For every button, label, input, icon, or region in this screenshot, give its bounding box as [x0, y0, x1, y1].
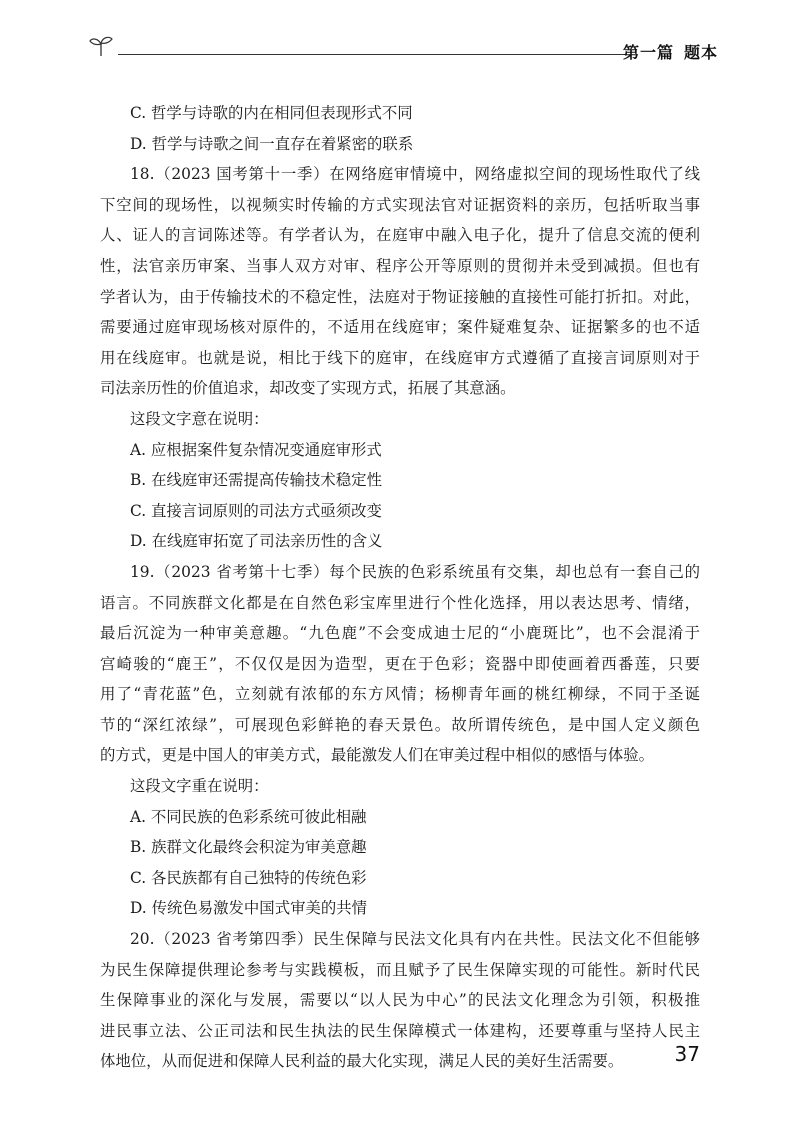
q20-line-5: 体地位，从而促进和保障人民利益的最大化实现，满足人民的美好生活需要。 — [100, 1052, 624, 1071]
page-header — [88, 32, 718, 62]
q18-line-8: 司法亲历性的价值追求，却改变了实现方式，拓展了其意涵。 — [100, 379, 516, 398]
q19-prompt: 这段文字重在说明： — [130, 777, 269, 796]
q19-line-3: 最后沉淀为一种审美意趣。“九色鹿”不会变成迪士尼的“小鹿斑比”，也不会混淆于 — [100, 624, 700, 643]
page-number: 37 — [674, 1042, 700, 1066]
q17-option-c: C. 哲学与诗歌的内在相同但表现形式不同 — [130, 104, 413, 122]
q18-option-a: A. 应根据案件复杂情况变通庭审形式 — [130, 440, 382, 459]
header-chapter: 题本 — [683, 43, 718, 62]
q18-line-2: 下空间的现场性，以视频实时传输的方式实现法官对证据资料的亲历，包括听取当事 — [100, 195, 700, 214]
q18-line-7: 用在线庭审。也就是说，相比于线下的庭审，在线庭审方式遵循了直接言词原则对于 — [100, 348, 700, 367]
q19-option-b: B. 族群文化最终会积淀为审美意趣 — [130, 838, 367, 857]
q18-option-b: B. 在线庭审还需提高传输技术稳定性 — [130, 471, 382, 490]
q19-line-5: 用了“青花蓝”色，立刻就有浓郁的东方风情；杨柳青年画的桃红柳绿，不同于圣诞 — [100, 685, 700, 704]
header-section: 第一篇 — [622, 43, 674, 62]
q19-line-1: 19.（2023 省考第十七季）每个民族的色彩系统虽有交集，却也总有一套自己的 — [130, 562, 700, 581]
q19-line-7: 的方式，更是中国人的审美方式，最能激发人们在审美过程中相似的感悟与体验。 — [100, 746, 655, 765]
q20-line-4: 进民事立法、公正司法和民生执法的民生保障模式一体建构，还要尊重与坚持人民主 — [100, 1021, 700, 1040]
q19-option-d: D. 传统色易激发中国式审美的共情 — [130, 899, 368, 918]
q20-line-3: 生保障事业的深化与发展，需要以“以人民为中心”的民法文化理念为引领，积极推 — [100, 991, 700, 1010]
sprout-icon — [88, 34, 114, 58]
q18-line-6: 需要通过庭审现场核对原件的，不适用在线庭审；案件疑难复杂、证据繁多的也不适 — [100, 318, 700, 337]
q18-option-d: D. 在线庭审拓宽了司法亲历性的含义 — [130, 532, 383, 551]
q20-line-2: 为民生保障提供理论参考与实践模板，而且赋予了民生保障实现的可能性。新时代民 — [100, 960, 700, 979]
q18-prompt: 这段文字意在说明： — [130, 409, 269, 428]
q19-line-6: 节的“深红浓绿”，可展现色彩鲜艳的春天景色。故所谓传统色，是中国人定义颜色 — [100, 715, 700, 734]
page-content — [100, 98, 700, 1077]
q19-option-a: A. 不同民族的色彩系统可彼此相融 — [130, 807, 367, 826]
q18-line-3: 人、证人的言词陈述等。有学者认为，在庭审中融入电子化，提升了信息交流的便利 — [100, 226, 700, 245]
q20-line-1: 20.（2023 省考第四季）民生保障与民法文化具有内在共性。民法文化不但能够 — [130, 930, 700, 949]
q19-option-c: C. 各民族都有自己独特的传统色彩 — [130, 868, 367, 887]
q19-line-4: 宫崎骏的“鹿王”，不仅仅是因为造型，更在于色彩；瓷器中即使画着西番莲，只要 — [100, 654, 700, 673]
q17-option-d: D. 哲学与诗歌之间一直存在着紧密的联系 — [130, 134, 414, 153]
q18-line-4: 性，法官亲历审案、当事人双方对审、程序公开等原则的贯彻并未受到减损。但也有 — [100, 256, 700, 275]
header-title — [623, 40, 718, 63]
q18-line-5: 学者认为，由于传输技术的不稳定性，法庭对于物证接触的直接性可能打折扣。对此， — [100, 287, 700, 306]
q18-option-c: C. 直接言词原则的司法方式亟须改变 — [130, 501, 382, 520]
header-rule — [118, 54, 626, 55]
q18-line-1: 18.（2023 国考第十一季）在网络庭审情境中，网络虚拟空间的现场性取代了线 — [130, 165, 700, 184]
q19-line-2: 语言。不同族群文化都是在自然色彩宝库里进行个性化选择，用以表达思考、情绪， — [100, 593, 700, 612]
